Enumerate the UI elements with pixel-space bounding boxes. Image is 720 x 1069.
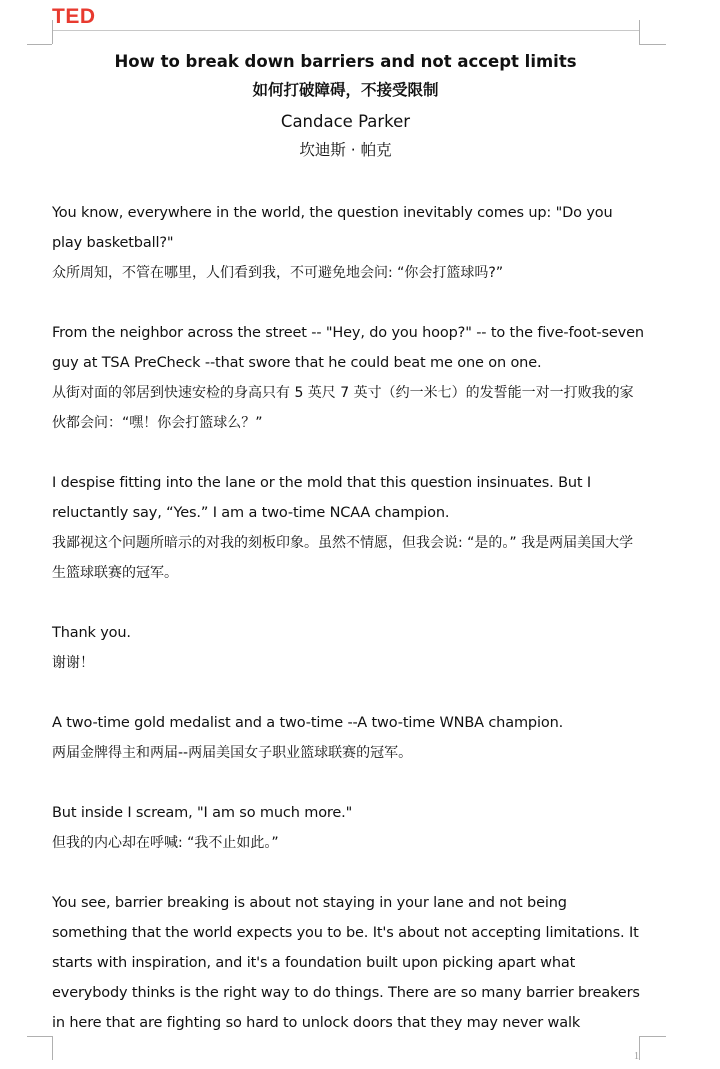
paragraph-chinese: 我鄙视这个问题所暗示的对我的刻板印象。虽然不情愿，但我会说: “是的。” 我是两届美国大学生篮球联赛的冠军。 xyxy=(52,535,634,581)
paragraph xyxy=(52,198,644,288)
paragraph-english: A two-time gold medalist and a two-time --A two-time WNBA champion. xyxy=(52,715,564,731)
ted-logo: TED xyxy=(52,5,96,28)
paragraph-chinese: 谢谢！ xyxy=(52,655,94,671)
paragraph-english: You know, everywhere in the world, the question inevitably comes up: "Do you play basketball?" xyxy=(52,205,613,251)
paragraph xyxy=(52,708,644,768)
crop-mark-top-right-vertical xyxy=(639,20,640,44)
paragraph-english: I despise fitting into the lane or the mold that this question insinuates. But I reluctantly say, “Yes.” I am a two-time NCAA champion. xyxy=(52,475,592,521)
paragraph-english: Thank you. xyxy=(52,625,131,641)
author-english: Candace Parker xyxy=(280,112,411,131)
paragraph-chinese: 从街对面的邻居到快速安检的身高只有 5 英尺 7 英寸（约一米七）的发誓能一对一打败我的家伙都会问：“嘿！你会打篮球么？” xyxy=(52,385,634,431)
paragraph xyxy=(52,468,644,588)
transcript-body xyxy=(52,198,644,1068)
paragraph xyxy=(52,888,644,1038)
page-number: 1 xyxy=(634,1051,639,1062)
paragraph-chinese: 两届金牌得主和两届--两届美国女子职业篮球联赛的冠军。 xyxy=(52,745,413,761)
title-chinese: 如何打破障碍，不接受限制 xyxy=(252,81,439,99)
crop-mark-top-left-vertical xyxy=(52,20,53,44)
paragraph-chinese: 众所周知，不管在哪里，人们看到我，不可避免地会问: “你会打篮球吗?” xyxy=(52,265,504,281)
header-rule xyxy=(52,30,639,31)
paragraph-english: From the neighbor across the street -- "Hey, do you hoop?" -- to the five-foot-seven guy at TSA PreCheck --that swore that he could beat me one on one. xyxy=(52,325,644,371)
crop-mark-top-right-horizontal xyxy=(639,44,666,45)
paragraph xyxy=(52,318,644,438)
crop-mark-top-left-horizontal xyxy=(27,44,52,45)
paragraph-english: You see, barrier breaking is about not staying in your lane and not being something that the world expects you to be. It's about not accepting limitations. It starts with inspiration, and it's a foundation built upon picking apart what everybody thinks is the right way to do things. There are so many barrier breakers in here that are fighting so hard to unlock doors that they may never walk xyxy=(52,895,640,1031)
paragraph xyxy=(52,618,644,678)
title-english: How to break down barriers and not accept limits xyxy=(114,52,577,71)
paragraph-chinese: 但我的内心却在呼喊: “我不止如此。” xyxy=(52,835,279,851)
author-chinese: 坎迪斯 · 帕克 xyxy=(299,141,392,159)
crop-mark-bottom-left-horizontal xyxy=(27,1036,52,1037)
paragraph-english: But inside I scream, "I am so much more." xyxy=(52,805,353,821)
paragraph xyxy=(52,798,644,858)
